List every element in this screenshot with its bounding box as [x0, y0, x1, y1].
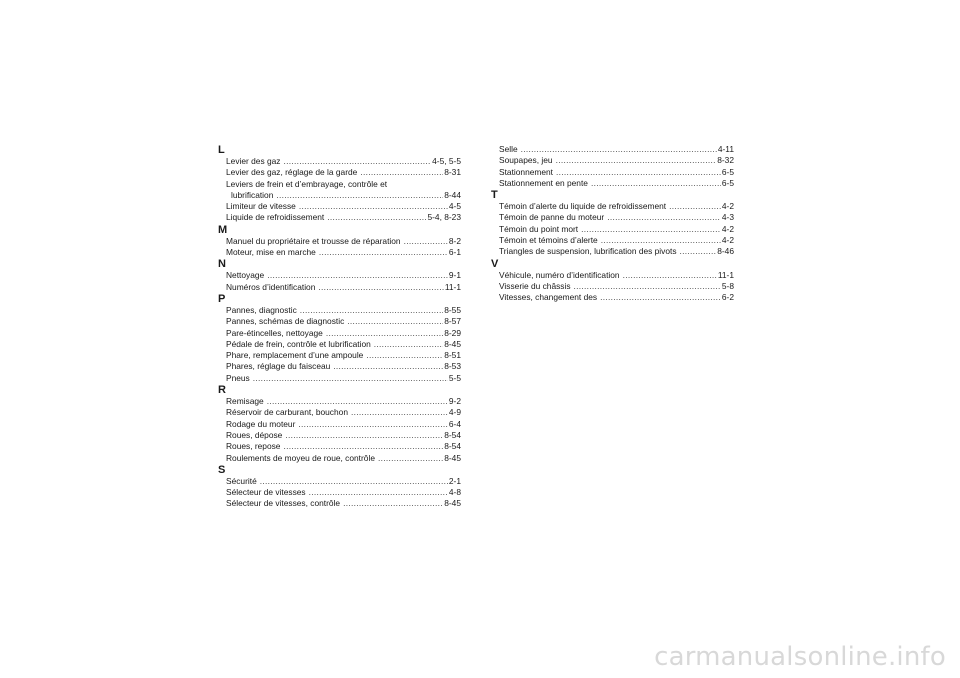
index-entry[interactable] — [218, 350, 461, 361]
section-letter-n: N — [218, 258, 226, 271]
entry-label: Témoin de panne du moteur — [499, 212, 605, 223]
entry-label: Rodage du moteur — [226, 418, 296, 429]
index-entry[interactable] — [491, 144, 734, 155]
index-entry[interactable] — [218, 419, 461, 430]
entry-page: 8-57 — [444, 316, 461, 327]
entry-label: Véhicule, numéro d’identification — [499, 269, 620, 280]
entry-page: 4-8 — [448, 487, 461, 498]
entry-label: Liquide de refroidissement — [226, 212, 325, 223]
entry-label: Pannes, schémas de diagnostic — [226, 316, 345, 327]
index-entry[interactable] — [218, 339, 461, 350]
entry-label: Phare, remplacement d’une ampoule — [226, 350, 364, 361]
index-entry[interactable] — [218, 453, 461, 464]
entry-label: Réservoir de carburant, bouchon — [226, 407, 348, 418]
entry-label: Pédale de frein, contrôle et lubrification — [226, 338, 371, 349]
entry-page: 8-45 — [444, 498, 461, 509]
index-entry[interactable] — [218, 441, 461, 452]
entry-label: Phares, réglage du faisceau — [226, 361, 331, 372]
entry-page: 8-32 — [717, 155, 734, 166]
section-letter-t: T — [491, 189, 498, 202]
index-entry[interactable] — [218, 212, 461, 223]
index-entry[interactable] — [218, 498, 461, 509]
watermark: carmanualsonline.info — [654, 642, 946, 672]
entry-page: 8-44 — [444, 189, 461, 200]
entry-label: Manuel du propriétaire et trousse de réparation — [226, 235, 401, 246]
index-entry[interactable] — [218, 396, 461, 407]
entry-label: Visserie du châssis — [499, 280, 571, 291]
index-entry[interactable] — [491, 270, 734, 281]
entry-label: Roues, dépose — [226, 429, 283, 440]
index-entry[interactable] — [218, 247, 461, 258]
index-entry[interactable] — [491, 281, 734, 292]
entry-label: Sécurité — [226, 475, 257, 486]
entry-label: Pare-étincelles, nettoyage — [226, 327, 323, 338]
entry-page: 8-45 — [444, 452, 461, 463]
entry-page: 4-11 — [717, 144, 734, 154]
index-entry[interactable] — [218, 430, 461, 441]
entry-label: Sélecteur de vitesses, contrôle — [226, 498, 341, 509]
section-letter-s: S — [218, 463, 226, 476]
index-entry[interactable] — [218, 407, 461, 418]
entry-page: 9-1 — [448, 270, 461, 281]
entry-label: Triangles de suspension, lubrification des pivots — [499, 246, 677, 257]
entry-page: 6-5 — [721, 166, 734, 177]
entry-label: Pneus — [226, 372, 250, 383]
entry-label: Limiteur de vitesse — [226, 201, 296, 212]
index-entry[interactable] — [218, 282, 461, 293]
entry-page: 8-31 — [444, 167, 461, 178]
entry-label: Remisage — [226, 396, 264, 407]
index-entry[interactable] — [491, 246, 734, 257]
entry-page: 4-9 — [448, 407, 461, 418]
entry-page: 6-2 — [721, 292, 734, 303]
index-entry[interactable] — [218, 190, 461, 201]
index-column-left — [218, 144, 461, 510]
entry-label: Moteur, mise en marche — [226, 247, 316, 258]
index-column-right — [491, 144, 734, 304]
entry-page: 8-29 — [444, 327, 461, 338]
index-entry[interactable] — [491, 201, 734, 212]
entry-page: 6-4 — [448, 418, 461, 429]
index-entry[interactable] — [218, 328, 461, 339]
entry-label: Numéros d’identification — [226, 281, 316, 292]
section-letter-r: R — [218, 384, 226, 397]
section-letter-p: P — [218, 292, 226, 305]
entry-label: Stationnement en pente — [499, 177, 588, 188]
section-letter-v: V — [491, 257, 499, 270]
index-entry[interactable] — [218, 156, 461, 167]
entry-label: lubrification — [231, 189, 274, 200]
entry-label: Témoin du point mort — [499, 223, 579, 234]
entry-page: 4-5 — [448, 201, 461, 212]
index-entry[interactable] — [218, 201, 461, 212]
index-entry[interactable] — [218, 270, 461, 281]
entry-label: Vitesses, changement des — [499, 292, 598, 303]
entry-label: Roues, repose — [226, 441, 281, 452]
entry-label: Témoin et témoins d’alerte — [499, 235, 598, 246]
section-letter-m: M — [218, 223, 228, 236]
entry-label: Témoin d’alerte du liquide de refroidissement — [499, 201, 667, 212]
entry-page: 6-5 — [721, 177, 734, 188]
entry-page: 11-1 — [717, 269, 734, 280]
index-entry[interactable] — [218, 305, 461, 316]
section-letter-l: L — [218, 144, 225, 156]
index-entry[interactable] — [218, 236, 461, 247]
index-entry-heading: Leviers de frein et d’embrayage, contrôle et — [226, 178, 388, 189]
index-entry[interactable] — [218, 316, 461, 327]
index-entry[interactable] — [491, 224, 734, 235]
index-entry[interactable] — [491, 178, 734, 189]
entry-label: Roulements de moyeu de roue, contrôle — [226, 452, 375, 463]
entry-label: Soupapes, jeu — [499, 155, 553, 166]
entry-page: 4-2 — [721, 235, 734, 246]
index-entry[interactable] — [218, 487, 461, 498]
entry-page: 11-1 — [444, 281, 461, 292]
index-entry[interactable] — [218, 167, 461, 178]
entry-label: Stationnement — [499, 166, 554, 177]
entry-page: 5-5 — [448, 372, 461, 383]
entry-page: 4-2 — [721, 201, 734, 212]
entry-label: Levier des gaz, réglage de la garde — [226, 167, 358, 178]
index-entry[interactable] — [218, 373, 461, 384]
entry-label: Sélecteur de vitesses — [226, 487, 306, 498]
entry-page: 9-2 — [448, 396, 461, 407]
entry-page: 8-51 — [444, 350, 461, 361]
entry-page: 8-45 — [444, 338, 461, 349]
entry-page: 4-3 — [721, 212, 734, 223]
entry-page: 8-54 — [444, 441, 461, 452]
entry-label: Levier des gaz — [226, 156, 281, 166]
entry-label: Nettoyage — [226, 270, 265, 281]
entry-label: Pannes, diagnostic — [226, 304, 297, 315]
index-entry[interactable] — [491, 235, 734, 246]
entry-page: 5-4, 8-23 — [427, 212, 461, 223]
index-entry[interactable] — [491, 212, 734, 223]
index-entry[interactable] — [491, 155, 734, 166]
entry-page: 8-54 — [444, 429, 461, 440]
index-entry[interactable] — [218, 361, 461, 372]
entry-page: 8-46 — [717, 246, 734, 257]
entry-label: Selle — [499, 144, 518, 154]
index-entry[interactable] — [218, 476, 461, 487]
entry-page: 4-5, 5-5 — [432, 156, 461, 166]
entry-page: 8-2 — [448, 235, 461, 246]
entry-page: 8-53 — [444, 361, 461, 372]
entry-page: 8-55 — [444, 304, 461, 315]
index-entry[interactable] — [491, 292, 734, 303]
entry-page: 5-8 — [721, 280, 734, 291]
entry-page: 4-2 — [721, 223, 734, 234]
entry-page: 2-1 — [448, 475, 461, 486]
index-entry[interactable] — [491, 167, 734, 178]
entry-page: 6-1 — [448, 247, 461, 258]
